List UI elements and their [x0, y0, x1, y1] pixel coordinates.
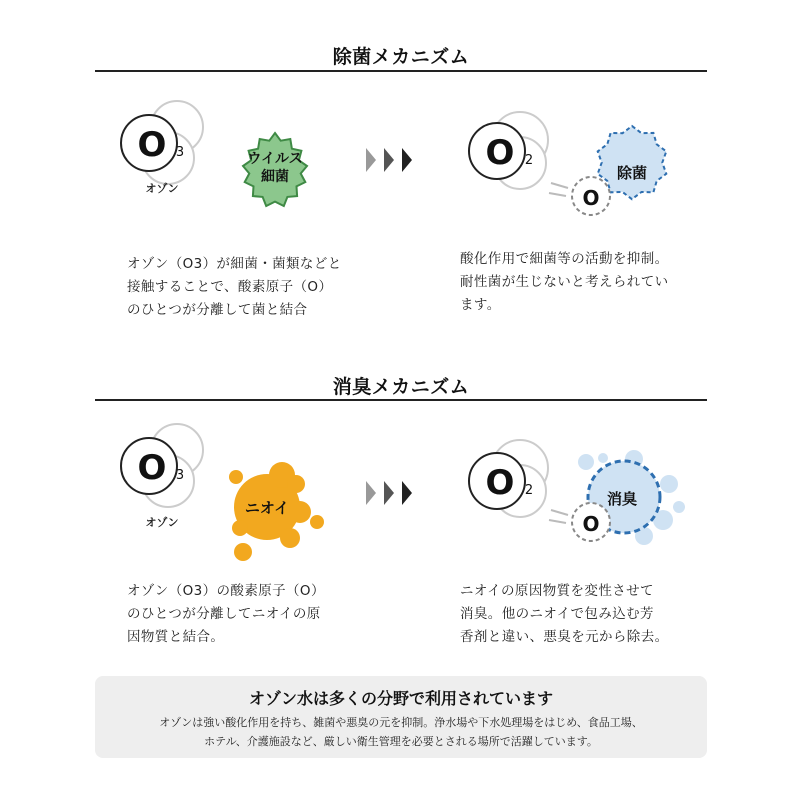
o2-symbol: O: [485, 463, 515, 503]
motion-lines: [549, 183, 568, 196]
odor-icon: [229, 462, 324, 561]
sterilization-right-description: [460, 248, 669, 317]
ozone-molecule: [121, 101, 203, 195]
process-arrows: [366, 481, 412, 505]
sterilization-left-description: [127, 253, 342, 322]
deodorization-title: 消臭メカニズム: [332, 376, 470, 398]
o2-subscript: 2: [524, 153, 534, 168]
result-label: 消臭: [606, 490, 638, 508]
description-line: ニオイの原因物質を変性させて: [460, 583, 654, 599]
o2-subscript: 2: [524, 483, 534, 498]
oxygen-molecule: [469, 440, 548, 517]
virus-bacteria-icon: [243, 133, 307, 206]
result-label: 除菌: [616, 164, 648, 182]
deodorization-diagram: [0, 400, 800, 580]
description-line: のひとつが分離して菌と結合: [127, 302, 308, 318]
motion-lines: [549, 510, 568, 523]
usage-note-line: オゾンは強い酸化作用を持ち、雑菌や悪臭の元を抑制。浄水場や下水処理場をはじめ、食品工場、: [159, 716, 643, 729]
target-label-line1: ウイルス: [247, 151, 303, 167]
deodorization-left-description: [127, 580, 325, 649]
deodorization-right-description: [460, 580, 669, 649]
description-line: 消臭。他のニオイで包み込む芳: [460, 606, 654, 622]
oxygen-atom: [572, 503, 610, 541]
description-line: オゾン（O3）が細菌・菌類などと: [127, 256, 342, 272]
o-atom-symbol: O: [582, 186, 600, 210]
oxygen-molecule: [469, 112, 548, 189]
o3-subscript: 3: [175, 468, 185, 483]
description-line: オゾン（O3）の酸素原子（O）: [127, 583, 325, 599]
o3-symbol: O: [137, 125, 167, 165]
usage-note-line: ホテル、介護施設など、厳しい衛生管理を必要とされる場所で活躍しています。: [204, 735, 598, 748]
description-line: 因物質と結合。: [127, 629, 225, 645]
ozone-molecule: [121, 424, 203, 529]
process-arrows: [366, 148, 412, 172]
ozone-label: オゾン: [145, 516, 179, 529]
description-line: 香剤と違い、悪臭を元から除去。: [460, 629, 669, 645]
description-line: のひとつが分離してニオイの原: [127, 606, 321, 622]
o2-symbol: O: [485, 133, 515, 173]
sterilization-diagram: [0, 0, 800, 240]
oxygen-atom: [572, 177, 610, 215]
o3-symbol: O: [137, 448, 167, 488]
target-label-line2: 細菌: [261, 169, 289, 185]
description-line: 酸化作用で細菌等の活動を抑制。: [460, 251, 669, 267]
o-atom-symbol: O: [582, 512, 600, 536]
description-line: 耐性菌が生じないと考えられてい: [460, 274, 669, 290]
o3-subscript: 3: [175, 145, 185, 160]
usage-note-title: オゾン水は多くの分野で利用されています: [248, 689, 553, 708]
ozone-label: オゾン: [145, 182, 179, 195]
description-line: ます。: [460, 297, 501, 313]
target-label-line1: ニオイ: [244, 499, 290, 517]
usage-note-box: [95, 676, 707, 758]
sterilization-title: 除菌メカニズム: [332, 46, 470, 68]
description-line: 接触することで、酸素原子（O）: [127, 279, 333, 295]
